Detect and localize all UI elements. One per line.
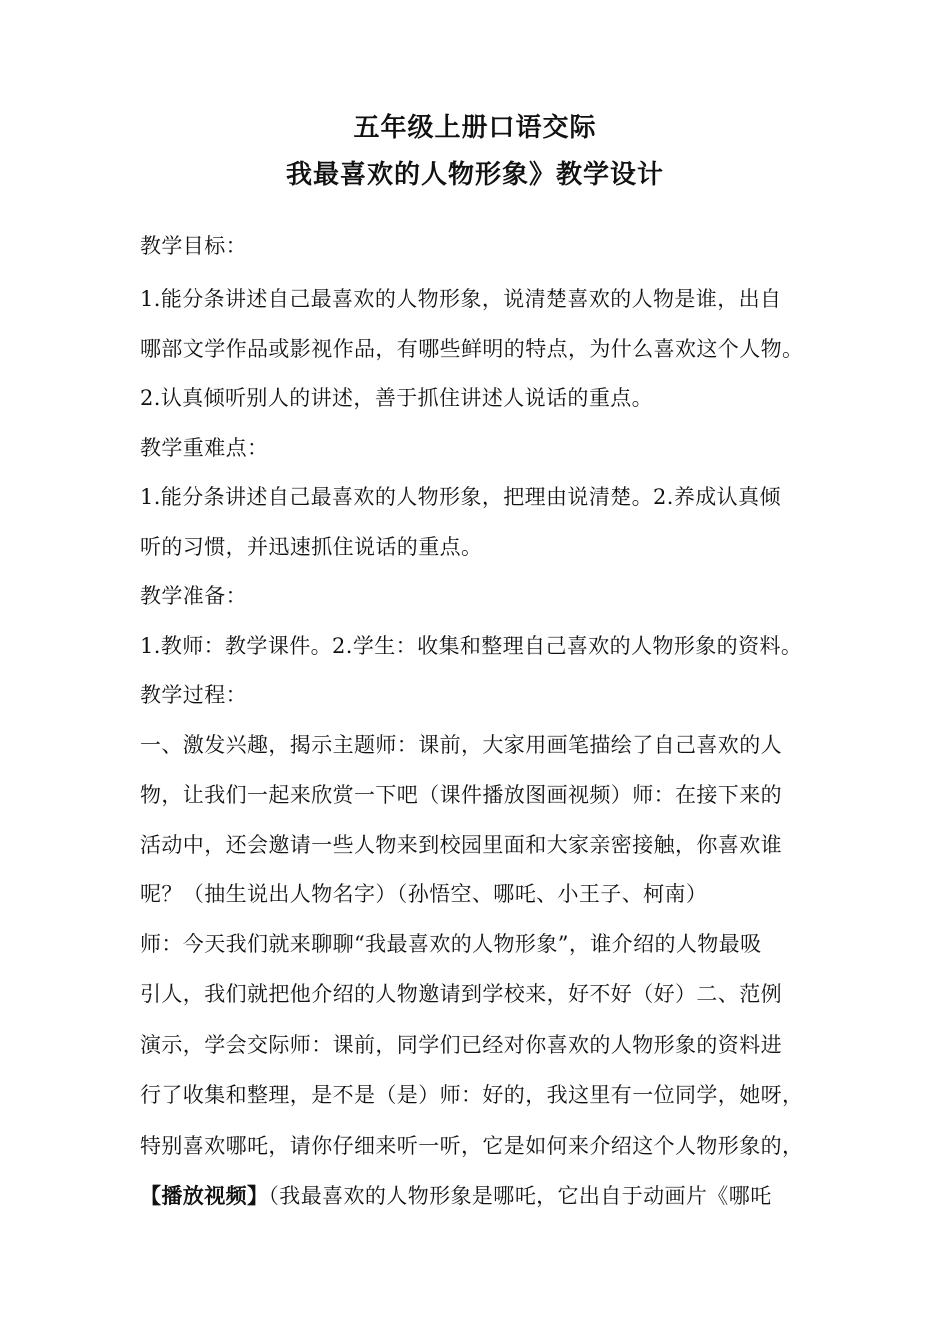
body-line: 师：今天我们就来聊聊“我最喜欢的人物形象”，谁介绍的人物最吸 — [140, 932, 762, 956]
body-line: 演示，学会交际师：课前，同学们已经对你喜欢的人物形象的资料进 — [140, 1033, 782, 1057]
section-heading-key-points: 教学重难点： — [140, 436, 269, 460]
section-heading-preparation: 教学准备： — [140, 584, 247, 608]
document-title: 五年级上册口语交际 — [353, 113, 597, 143]
body-line: 引人，我们就把他介绍的人物邀请到学校来，好不好（好）二、范例 — [140, 982, 782, 1006]
body-line: 物，让我们一起来欣赏一下吧（课件播放图画视频）师：在接下来的 — [140, 783, 782, 807]
body-line: 1.能分条讲述自己最喜欢的人物形象，说清楚喜欢的人物是谁，出自 — [140, 287, 782, 311]
body-line: 特别喜欢哪吒，请你仔细来听一听，它是如何来介绍这个人物形象的， — [140, 1134, 804, 1158]
body-line-last — [140, 1181, 772, 1211]
play-video-label: 【播放视频】 — [140, 1183, 269, 1208]
body-line: 听的习惯，并迅速抓住说话的重点。 — [140, 535, 483, 559]
document-subtitle: 我最喜欢的人物形象》教学设计 — [285, 160, 664, 190]
body-line: 活动中，还会邀请一些人物来到校园里面和大家亲密接触，你喜欢谁 — [140, 833, 782, 857]
body-line: 哪部文学作品或影视作品，有哪些鲜明的特点，为什么喜欢这个人物。 — [140, 337, 804, 361]
section-heading-process: 教学过程： — [140, 683, 247, 707]
body-text: （我最喜欢的人物形象是哪吒，它出自于动画片《哪吒 — [268, 1184, 772, 1208]
body-line: 1.能分条讲述自己最喜欢的人物形象，把理由说清楚。2.养成认真倾 — [140, 485, 781, 509]
body-line: 一、激发兴趣，揭示主题师：课前，大家用画笔描绘了自己喜欢的人 — [140, 733, 782, 757]
body-line: 呢？（抽生说出人物名字）（孙悟空、哪吒、小王子、柯南） — [140, 882, 708, 906]
body-line: 行了收集和整理，是不是（是）师：好的，我这里有一位同学，她呀， — [140, 1083, 804, 1107]
section-heading-objectives: 教学目标： — [140, 234, 247, 258]
body-line: 1.教师：教学课件。2.学生：收集和整理自己喜欢的人物形象的资料。 — [140, 634, 803, 658]
body-line: 2.认真倾听别人的讲述，善于抓住讲述人说话的重点。 — [140, 386, 654, 410]
